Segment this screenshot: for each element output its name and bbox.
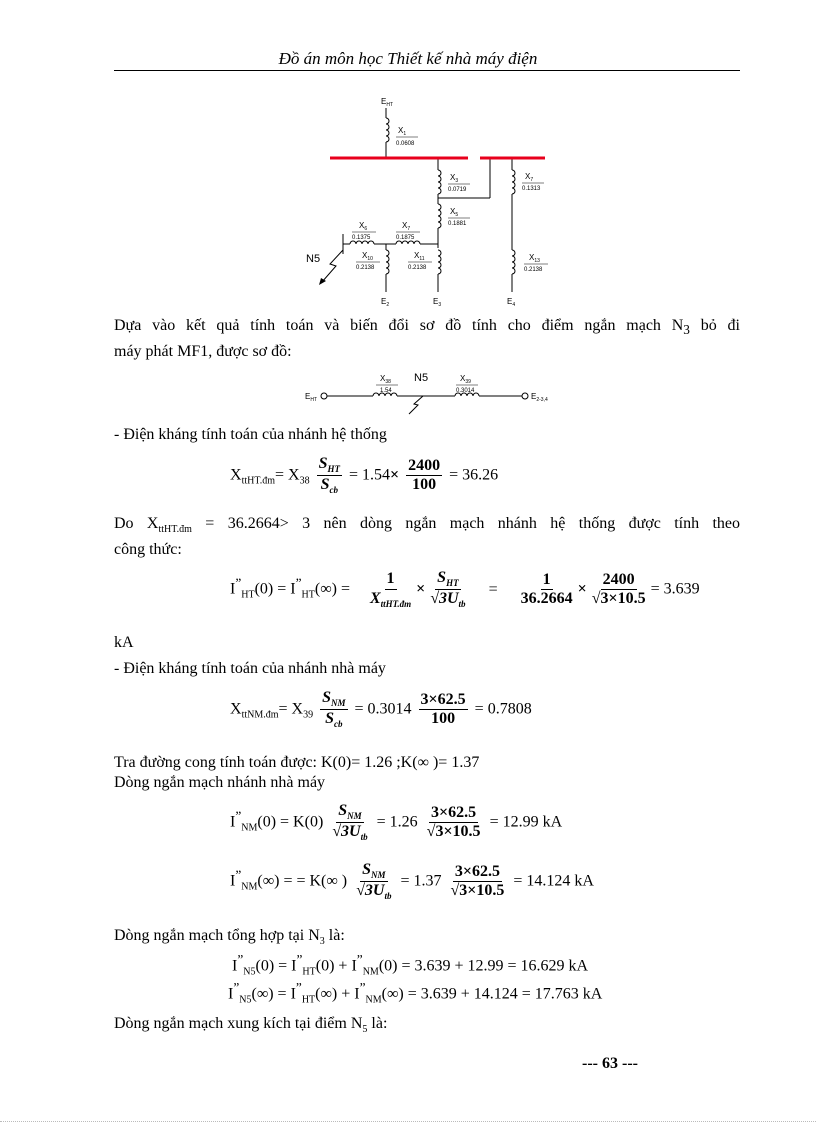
x6-coil xyxy=(350,241,374,244)
equation-i-n5-inf: $I^”_{N5}(\infty) = I^”_{HT}(\infty) + I^”_{NM}(\infty) = 3.639 + 14.124 = 17.763$ kA xyxy=(228,980,603,1006)
impulse-title: Dòng ngắn mạch xung kích tại điểm $N_5$ là: xyxy=(114,1015,388,1036)
svg-text:X1: $X_1$ xyxy=(398,126,407,137)
equation-i-nm-inf: $I^”_{NM}(\infty)$ = = K(∞ ) $\frac{S_{NM}}{√3U_{tb}}$ = 1.37 $\frac{3\times 62.5}{√3\times 10.5}$ = 14.124 kA xyxy=(230,861,594,902)
svg-text:X38: $X_{38}$ xyxy=(380,374,391,385)
x5-coil xyxy=(438,204,441,228)
fault-arrow xyxy=(322,250,343,282)
svg-text:N5: N5 xyxy=(414,372,429,384)
svg-text:X10: $X_{10}$ xyxy=(362,251,373,262)
x7b-coil xyxy=(512,170,515,194)
paragraph-condition-line1: Do $X_{ttHT.đm} = 36.2664> 3$ nên dòng ngắn mạch nhánh hệ thống được tính theo xyxy=(114,515,741,536)
x1-coil xyxy=(386,118,389,142)
svg-text:X3: $X_3$ xyxy=(450,173,459,184)
svg-text:E2-3,4: $E_{2-3,4}$ xyxy=(531,392,548,403)
paragraph-condition-line2: công thức: xyxy=(114,541,182,558)
svg-text:E4: $E_4$ xyxy=(507,297,516,308)
svg-text:1.54: 1.54 xyxy=(380,388,392,394)
section-title-plant: - Điện kháng tính toán của nhánh nhà máy xyxy=(114,660,386,677)
fault-arrow-2 xyxy=(409,396,423,414)
svg-text:0.1375: 0.1375 xyxy=(352,235,371,241)
paragraph-intro-line1: Dựa vào kết quả tính toán và biến đổi sơ đồ tính cho điểm ngắn mạch $N_3$ bỏ đi xyxy=(114,317,740,338)
svg-text:0.2138: 0.2138 xyxy=(356,265,375,271)
x7a-coil xyxy=(396,241,420,244)
x10-coil xyxy=(386,250,389,274)
fault-label-n5: N5 xyxy=(306,253,321,265)
svg-text:X7: $X_7$ xyxy=(402,221,411,232)
svg-text:E3: $E_3$ xyxy=(433,297,442,308)
svg-text:X13: $X_{13}$ xyxy=(529,253,540,264)
svg-text:0.3014: 0.3014 xyxy=(456,388,475,394)
svg-text:0.0719: 0.0719 xyxy=(448,187,467,193)
unit-ka: kA xyxy=(114,634,134,651)
svg-text:0.2138: 0.2138 xyxy=(408,265,427,271)
x13-coil xyxy=(512,250,515,274)
svg-text:X7: $X_7$ xyxy=(525,172,534,183)
total-title: Dòng ngắn mạch tổng hợp tại $N_3$ là: xyxy=(114,927,345,948)
svg-text:0.0608: 0.0608 xyxy=(396,141,415,147)
x11-coil xyxy=(438,250,441,274)
reduced-circuit-diagram xyxy=(0,365,816,415)
svg-text:0.1875: 0.1875 xyxy=(396,235,415,241)
svg-text:0.2138: 0.2138 xyxy=(524,267,543,273)
svg-text:X11: $X_{11}$ xyxy=(414,251,425,262)
page-number: --- 63 --- xyxy=(582,1055,638,1072)
svg-text:0.1881: 0.1881 xyxy=(448,221,467,227)
paragraph-intro-line2: máy phát MF1, được sơ đồ: xyxy=(114,343,292,360)
svg-text:X39: $X_{39}$ xyxy=(460,374,471,385)
equation-i-ht: $I^”_{HT}(0) = I^”_{HT}(\infty)$ = $\frac{1}{X_{ttHT.đm}}$ × $\frac{S_{HT}}{√3U_{tb}}$ = $\frac{1}{36.2664}$ × $\frac{2400}{√3\times 10.5}$ = 3.639 xyxy=(230,569,700,610)
svg-text:X6: $X_6$ xyxy=(359,221,368,232)
equation-i-n5-0: $I^”_{N5}(0) = I^”_{HT}(0) + I^”_{NM}(0) = 3.639 + 12.99 = 16.629$ kA xyxy=(232,952,589,978)
svg-text:E2: $E_2$ xyxy=(381,297,390,308)
label-eht: $E_{HT}$ xyxy=(381,97,394,108)
equation-x-ttht: $X_{ttHT.đm}= X_{38}$ $\frac{S_{HT}}{S_{cb}}$ = 1.54× $\frac{2400}{100}$ = 36.26 xyxy=(230,455,499,496)
equivalent-circuit-diagram xyxy=(0,0,816,320)
equation-x-ttnm: $X_{ttNM.đm}= X_{39}$ $\frac{S_{NM}}{S_{cb}}$ = 0.3014 $\frac{3\times 62.5}{100}$ = 0.7808 xyxy=(230,689,532,730)
svg-text:X5: $X_5$ xyxy=(450,207,459,218)
footer-rule xyxy=(0,1121,816,1122)
page-header: Đồ án môn học Thiết kế nhà máy điện xyxy=(278,49,538,68)
branch-title: Dòng ngắn mạch nhánh nhà máy xyxy=(114,774,326,791)
x3-coil xyxy=(438,170,441,194)
svg-text:0.1313: 0.1313 xyxy=(522,186,541,192)
lookup-line: Tra đường cong tính toán được: K(0)= 1.26 ;K(∞ )= 1.37 xyxy=(114,754,480,771)
section-title-system: - Điện kháng tính toán của nhánh hệ thống xyxy=(114,426,387,443)
equation-i-nm-0: $I^”_{NM}(0) = K(0)$ $\frac{S_{NM}}{√3U_{tb}}$ = 1.26 $\frac{3\times 62.5}{√3\times 10.5}$ = 12.99 kA xyxy=(230,802,563,843)
svg-text:EHT: $E_{HT}$ xyxy=(305,392,318,403)
